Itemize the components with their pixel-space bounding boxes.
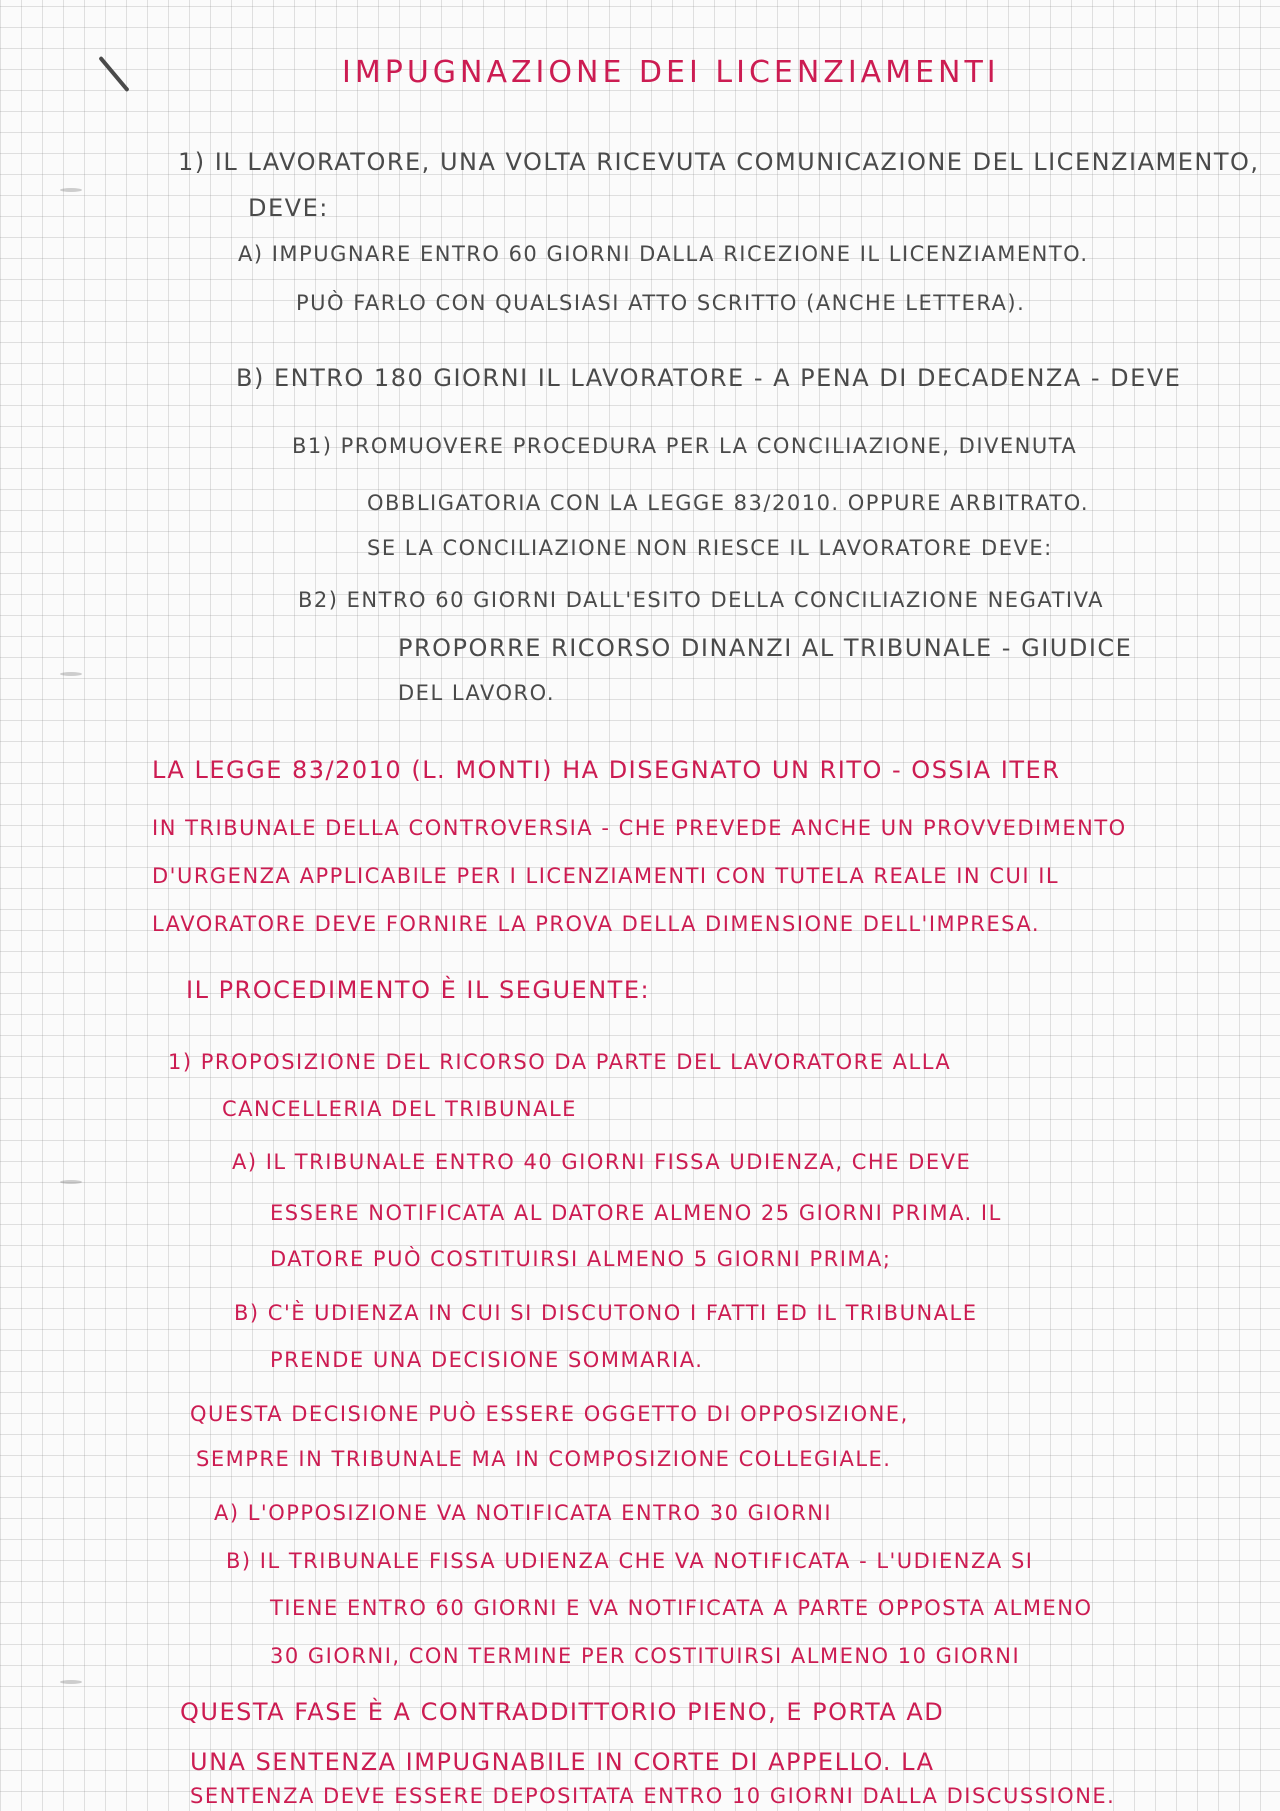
punch-hole-mark bbox=[60, 1180, 82, 1184]
check-mark bbox=[98, 56, 129, 92]
text-line: OBBLIGATORIA CON LA LEGGE 83/2010. OPPURE ARBITRATO. bbox=[367, 491, 1090, 515]
text-line: A) IMPUGNARE ENTRO 60 GIORNI DALLA RICEZIONE IL LICENZIAMENTO. bbox=[238, 242, 1089, 266]
text-line: B) IL TRIBUNALE FISSA UDIENZA CHE VA NOTIFICATA - L'UDIENZA SI bbox=[226, 1549, 1034, 1573]
text-line: QUESTA DECISIONE PUÒ ESSERE OGGETTO DI OPPOSIZIONE, bbox=[190, 1402, 909, 1426]
text-line: LA LEGGE 83/2010 (L. MONTI) HA DISEGNATO UN RITO - OSSIA ITER bbox=[152, 756, 1061, 784]
text-line: UNA SENTENZA IMPUGNABILE IN CORTE DI APPELLO. LA bbox=[190, 1748, 935, 1776]
text-line: DATORE PUÒ COSTITUIRSI ALMENO 5 GIORNI PRIMA; bbox=[270, 1247, 892, 1271]
text-line: DEVE: bbox=[248, 194, 329, 222]
punch-hole-mark bbox=[60, 1680, 82, 1684]
text-line: PUÒ FARLO CON QUALSIASI ATTO SCRITTO (ANCHE LETTERA). bbox=[296, 291, 1026, 315]
text-line: B1) PROMUOVERE PROCEDURA PER LA CONCILIAZIONE, DIVENUTA bbox=[292, 434, 1078, 458]
text-line: B) C'È UDIENZA IN CUI SI DISCUTONO I FATTI ED IL TRIBUNALE bbox=[234, 1301, 978, 1325]
punch-hole-mark bbox=[60, 188, 82, 192]
text-line: IN TRIBUNALE DELLA CONTROVERSIA - CHE PREVEDE ANCHE UN PROVVEDIMENTO bbox=[152, 816, 1127, 840]
text-line: SEMPRE IN TRIBUNALE MA IN COMPOSIZIONE COLLEGIALE. bbox=[196, 1447, 892, 1471]
text-line: A) IL TRIBUNALE ENTRO 40 GIORNI FISSA UDIENZA, CHE DEVE bbox=[232, 1150, 972, 1174]
text-line: PRENDE UNA DECISIONE SOMMARIA. bbox=[270, 1348, 704, 1372]
text-line: A) L'OPPOSIZIONE VA NOTIFICATA ENTRO 30 GIORNI bbox=[214, 1501, 833, 1525]
text-line: QUESTA FASE È A CONTRADDITTORIO PIENO, E PORTA AD bbox=[180, 1698, 945, 1726]
text-line: IL PROCEDIMENTO È IL SEGUENTE: bbox=[186, 976, 651, 1004]
punch-hole-mark bbox=[60, 672, 82, 676]
text-line: DEL LAVORO. bbox=[398, 681, 555, 705]
text-line: B) ENTRO 180 GIORNI IL LAVORATORE - A PENA DI DECADENZA - DEVE bbox=[236, 364, 1182, 392]
text-line: B2) ENTRO 60 GIORNI DALL'ESITO DELLA CONCILIAZIONE NEGATIVA bbox=[298, 588, 1104, 612]
page-title: IMPUGNAZIONE DEI LICENZIAMENTI bbox=[342, 55, 1000, 90]
text-line: PROPORRE RICORSO DINANZI AL TRIBUNALE - GIUDICE bbox=[398, 634, 1133, 662]
text-line: SE LA CONCILIAZIONE NON RIESCE IL LAVORATORE DEVE: bbox=[367, 536, 1053, 560]
text-line: LAVORATORE DEVE FORNIRE LA PROVA DELLA DIMENSIONE DELL'IMPRESA. bbox=[152, 912, 1041, 936]
text-line: TIENE ENTRO 60 GIORNI E VA NOTIFICATA A PARTE OPPOSTA ALMENO bbox=[270, 1596, 1093, 1620]
text-line: 1) PROPOSIZIONE DEL RICORSO DA PARTE DEL LAVORATORE ALLA bbox=[168, 1050, 952, 1074]
text-line: ESSERE NOTIFICATA AL DATORE ALMENO 25 GIORNI PRIMA. IL bbox=[270, 1201, 1002, 1225]
text-line: SENTENZA DEVE ESSERE DEPOSITATA ENTRO 10 GIORNI DALLA DISCUSSIONE. bbox=[190, 1784, 1116, 1808]
text-line: 1) IL LAVORATORE, UNA VOLTA RICEVUTA COMUNICAZIONE DEL LICENZIAMENTO, bbox=[178, 148, 1260, 176]
text-line: D'URGENZA APPLICABILE PER I LICENZIAMENTI CON TUTELA REALE IN CUI IL bbox=[152, 864, 1060, 888]
text-line: CANCELLERIA DEL TRIBUNALE bbox=[222, 1097, 577, 1121]
text-line: 30 GIORNI, CON TERMINE PER COSTITUIRSI ALMENO 10 GIORNI bbox=[270, 1644, 1021, 1668]
